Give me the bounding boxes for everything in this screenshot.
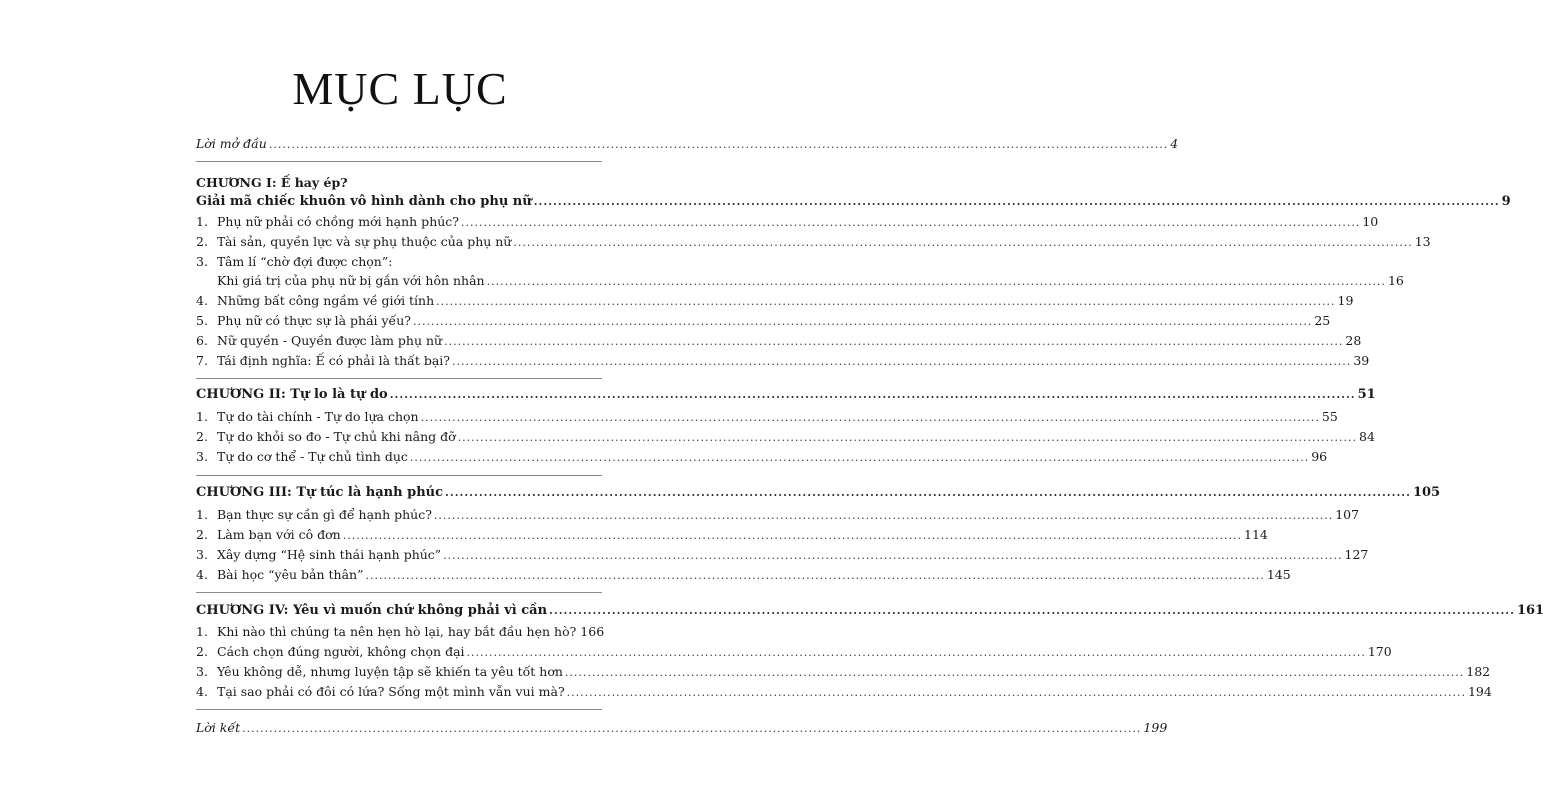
dot-leader: ........................................................................................................................................................................................................ — [457, 431, 1358, 444]
dot-leader: ........................................................................................................................................................................................................ — [549, 604, 1515, 617]
dot-leader: ........................................................................................................................................................................................................ — [486, 275, 1386, 288]
toc-entry: 2. Cách chọn đúng người, không chọn đại ........................................................................................................................................................................................................ 170 — [196, 644, 1392, 659]
dot-leader: ........................................................................................................................................................................................................ — [436, 295, 1336, 308]
dot-leader: ........................................................................................................................................................................................................ — [420, 411, 1320, 424]
toc-entry: 1. Bạn thực sự cần gì để hạnh phúc? ........................................................................................................................................................................................................ 107 — [196, 507, 1360, 522]
divider — [196, 709, 602, 710]
dot-leader: ........................................................................................................................................................................................................ — [533, 195, 1500, 208]
dot-leader: ........................................................................................................................................................................................................ — [268, 138, 1169, 151]
toc-entry: 3. Yêu không dễ, nhưng luyện tập sẽ khiến ta yêu tốt hơn ........................................................................................................................................................................................................ 182 — [196, 664, 1491, 679]
toc-entry-section: Giải mã chiếc khuôn vô hình dành cho phụ nữ ........................................................................................................................................................................................................ 9 — [196, 194, 1511, 209]
toc-entry: 6. Nữ quyền - Quyền được làm phụ nữ ........................................................................................................................................................................................................ 28 — [196, 333, 1362, 348]
dot-leader: ........................................................................................................................................................................................................ — [242, 722, 1142, 735]
toc-entry: 1. Khi nào thì chúng ta nên hẹn hò lại, hay bắt đầu hẹn hò? 166 — [196, 624, 605, 639]
page-title: MỤC LỤC — [292, 63, 508, 114]
dot-leader: ........................................................................................................................................................................................................ — [342, 529, 1243, 542]
dot-leader: ........................................................................................................................................................................................................ — [409, 451, 1310, 464]
divider — [196, 475, 602, 476]
dot-leader: ........................................................................................................................................................................................................ — [365, 569, 1265, 582]
toc-entry: 4. Bài học “yêu bản thân” ........................................................................................................................................................................................................ 145 — [196, 567, 1291, 582]
dot-leader: ........................................................................................................................................................................................................ — [433, 509, 1334, 522]
toc-entry-epilogue: Lời kết ........................................................................................................................................................................................................ 199 — [196, 720, 1168, 735]
toc-entry: 1. Phụ nữ phải có chồng mới hạnh phúc? ........................................................................................................................................................................................................ 10 — [196, 214, 1379, 229]
toc-entry-preface: Lời mở đầu ........................................................................................................................................................................................................ 4 — [196, 136, 1179, 151]
toc-entry-chapter: CHƯƠNG II: Tự lo là tự do ........................................................................................................................................................................................................ 51 — [196, 387, 1376, 402]
divider — [196, 378, 602, 379]
toc-entry: 5. Phụ nữ có thực sự là phái yếu? ........................................................................................................................................................................................................ 25 — [196, 313, 1331, 328]
toc-entry: 3. Xây dựng “Hệ sinh thái hạnh phúc” ........................................................................................................................................................................................................ 127 — [196, 547, 1369, 562]
dot-leader: ........................................................................................................................................................................................................ — [513, 236, 1413, 249]
toc-entry-chapter: CHƯƠNG III: Tự túc là hạnh phúc ........................................................................................................................................................................................................ 105 — [196, 485, 1441, 500]
toc-entry: 3. Tâm lí “chờ đợi được chọn”: — [196, 254, 393, 269]
dot-leader: ........................................................................................................................................................................................................ — [564, 666, 1465, 679]
dot-leader: ........................................................................................................................................................................................................ — [443, 549, 1343, 562]
toc-entry: 2. Tự do khỏi so đo - Tự chủ khi nâng đỡ ........................................................................................................................................................................................................ 84 — [196, 429, 1375, 444]
toc-entry: 7. Tái định nghĩa: Ế có phải là thất bại? ........................................................................................................................................................................................................ 39 — [196, 353, 1370, 368]
toc-entry: 2. Tài sản, quyền lực và sự phụ thuộc của phụ nữ ........................................................................................................................................................................................................ 13 — [196, 234, 1431, 249]
dot-leader: ........................................................................................................................................................................................................ — [389, 388, 1356, 401]
toc-entry: 4. Những bất công ngầm về giới tính ........................................................................................................................................................................................................ 19 — [196, 293, 1354, 308]
dot-leader: ........................................................................................................................................................................................................ — [466, 646, 1366, 659]
dot-leader: ........................................................................................................................................................................................................ — [461, 216, 1361, 229]
dot-leader: ........................................................................................................................................................................................................ — [445, 486, 1411, 499]
dot-leader: ........................................................................................................................................................................................................ — [566, 686, 1466, 699]
toc-entry: 4. Tại sao phải có đôi có lứa? Sống một mình vẫn vui mà? ........................................................................................................................................................................................................ 194 — [196, 684, 1492, 699]
chapter-title: CHƯƠNG I: Ế hay ép? — [196, 175, 348, 190]
toc-entry: 3. Tự do cơ thể - Tự chủ tình dục ........................................................................................................................................................................................................ 96 — [196, 449, 1328, 464]
toc-entry-chapter: CHƯƠNG IV: Yêu vì muốn chứ không phải vì cần ........................................................................................................................................................................................................ 161 — [196, 603, 1544, 618]
toc-entry: 2. Làm bạn với cô đơn ........................................................................................................................................................................................................ 114 — [196, 527, 1268, 542]
dot-leader: ........................................................................................................................................................................................................ — [413, 315, 1313, 328]
divider — [196, 161, 602, 162]
toc-entry-continued: Khi giá trị của phụ nữ bị gắn với hôn nhân ........................................................................................................................................................................................................ 16 — [217, 273, 1404, 288]
dot-leader: ........................................................................................................................................................................................................ — [444, 335, 1344, 348]
toc-entry: 1. Tự do tài chính - Tự do lựa chọn ........................................................................................................................................................................................................ 55 — [196, 409, 1338, 424]
divider — [196, 592, 602, 593]
dot-leader: ........................................................................................................................................................................................................ — [451, 355, 1352, 368]
